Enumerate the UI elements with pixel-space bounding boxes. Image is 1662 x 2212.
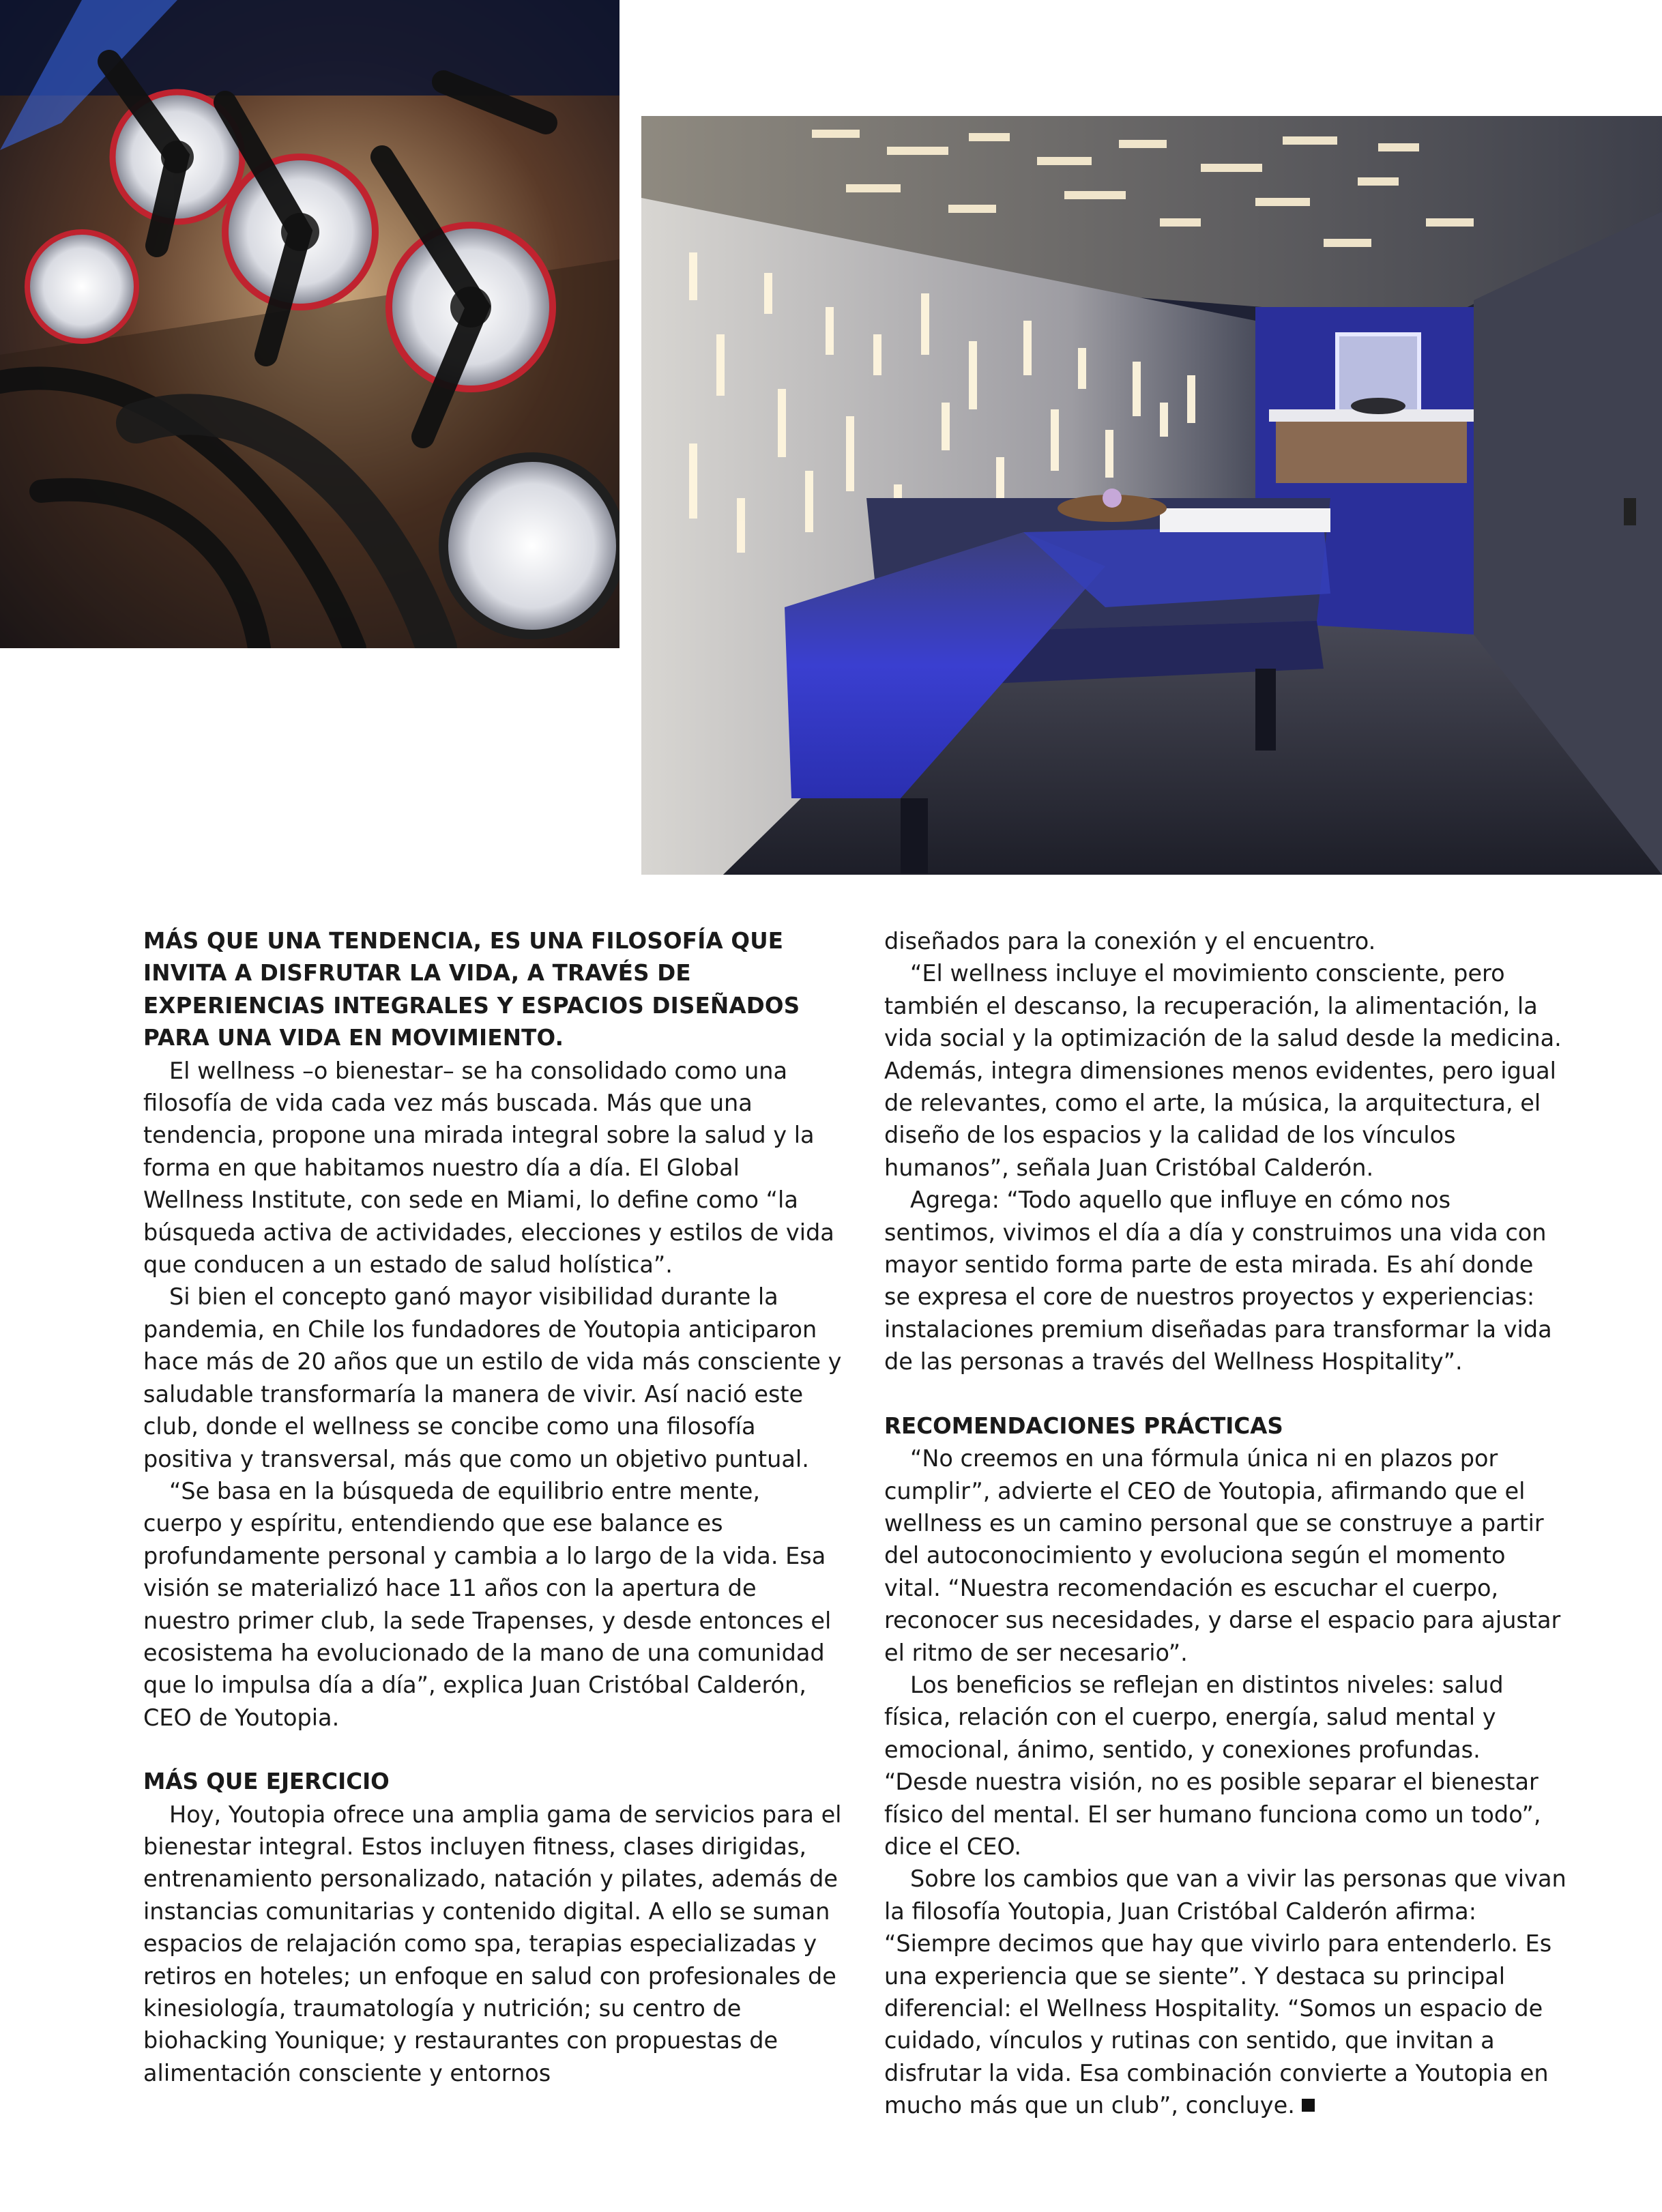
article-column-right	[884, 925, 1566, 2122]
photo-spinning-bikes	[0, 0, 619, 648]
paragraph: Agrega: “Todo aquello que influye en cómo nos sentimos, vivimos el día a día y construimos una vida con mayor sentido forma parte de esta mirada. Es ahí donde se expresa el core de nuestros proyectos y experiencias: instalaciones premium diseñadas para transformar la vida de las personas a través del Wellness Hospitality”.	[884, 1187, 1552, 1376]
photo-spa-room	[641, 116, 1662, 875]
paragraph: Hoy, Youtopia ofrece una amplia gama de servicios para el bienestar integral. Estos incluyen fitness, clases dirigidas, entrenamiento personalizado, natación y pilates, además de instancias comunitarias y contenido digital. A ello se suman espacios de relajación como spa, terapias especializadas y retiros en hoteles; un enfoque en salud con profesionales de kinesiología, traumatología y nutrición; su centro de biohacking Younique; y restaurantes con propuestas de alimentación consciente y entornos	[143, 1801, 842, 2086]
end-of-article-mark	[1302, 2099, 1315, 2112]
paragraph: El wellness –o bienestar– se ha consolidado como una filosofía de vida cada vez más buscada. Más que una tendencia, propone una mirada integral sobre la salud y la forma en que habitamos nuestro día a día. El Global Wellness Institute, con sede en Miami, lo define como “la búsqueda activa de actividades, elecciones y estilos de vida que conducen a un estado de salud holística”.	[143, 1057, 834, 1279]
paragraph: “No creemos en una fórmula única ni en plazos por cumplir”, advierte el CEO de Youtopia, afirmando que el wellness es un camino personal que se construye a partir del autoconocimiento y evoluciona según el momento vital. “Nuestra recomendación es escuchar el cuerpo, reconocer sus necesidades, y darse el espacio para ajustar el ritmo de ser necesario”.	[884, 1445, 1561, 1666]
paragraph: Si bien el concepto ganó mayor visibilidad durante la pandemia, en Chile los fundadores de Youtopia anticiparon hace más de 20 años que un estilo de vida más consciente y saludable transformaría la manera de vivir. Así nació este club, donde el wellness se concibe como una filosofía positiva y transversal, más que como un objetivo puntual.	[143, 1283, 842, 1472]
bikes-illustration	[0, 0, 619, 648]
paragraph-continued: diseñados para la conexión y el encuentro.	[884, 928, 1376, 955]
spa-illustration	[641, 116, 1662, 875]
section-heading: RECOMENDACIONES PRÁCTICAS	[884, 1412, 1283, 1439]
paragraph: “El wellness incluye el movimiento consciente, pero también el descanso, la recuperación, la alimentación, la vida social y la optimización de la salud desde la medicina. Además, integra dimensiones menos evidentes, pero igual de relevantes, como el arte, la música, la arquitectura, el diseño de los espacios y la calidad de los vínculos humanos”, señala Juan Cristóbal Calderón.	[884, 960, 1562, 1181]
paragraph: “Se basa en la búsqueda de equilibrio entre mente, cuerpo y espíritu, entendiendo que ese balance es profundamente personal y cambia a lo largo de la vida. Esa visión se materializó hace 11 años con la apertura de nuestro primer club, la sede Trapenses, y desde entonces el ecosistema ha evolucionado de la mano de una comunidad que lo impulsa día a día”, explica Juan Cristóbal Calderón, CEO de Youtopia.	[143, 1477, 832, 1731]
section-heading: MÁS QUE EJERCICIO	[143, 1769, 390, 1795]
final-paragraph-text: Sobre los cambios que van a vivir las personas que vivan la filosofía Youtopia, Juan Cristóbal Calderón afirma: “Siempre decimos que hay que vivirlo para entenderlo. Es una experiencia que se siente”. Y destaca su principal diferencial: el Wellness Hospitality. “Somos un espacio de cuidado, vínculos y rutinas con sentido, que invitan a disfrutar la vida. Esa combinación convierte a Youtopia en mucho más que un club”, concluye.	[884, 1865, 1566, 2119]
paragraph: Los beneficios se reflejan en distintos niveles: salud física, relación con el cuerpo, energía, salud mental y emocional, ánimo, sentido, y conexiones profundas. “Desde nuestra visión, no es posible separar el bienestar físico del mental. El ser humano funciona como un todo”, dice el CEO.	[884, 1671, 1541, 1860]
article-lede: MÁS QUE UNA TENDENCIA, ES UNA FILOSOFÍA QUE INVITA A DISFRUTAR LA VIDA, A TRAVÉS DE EXPERIENCIAS INTEGRALES Y ESPACIOS DISEÑADOS PARA UNA VIDA EN MOVIMIENTO.	[143, 928, 800, 1051]
paragraph-final	[884, 1863, 1566, 2121]
article-column-left	[143, 925, 846, 2089]
